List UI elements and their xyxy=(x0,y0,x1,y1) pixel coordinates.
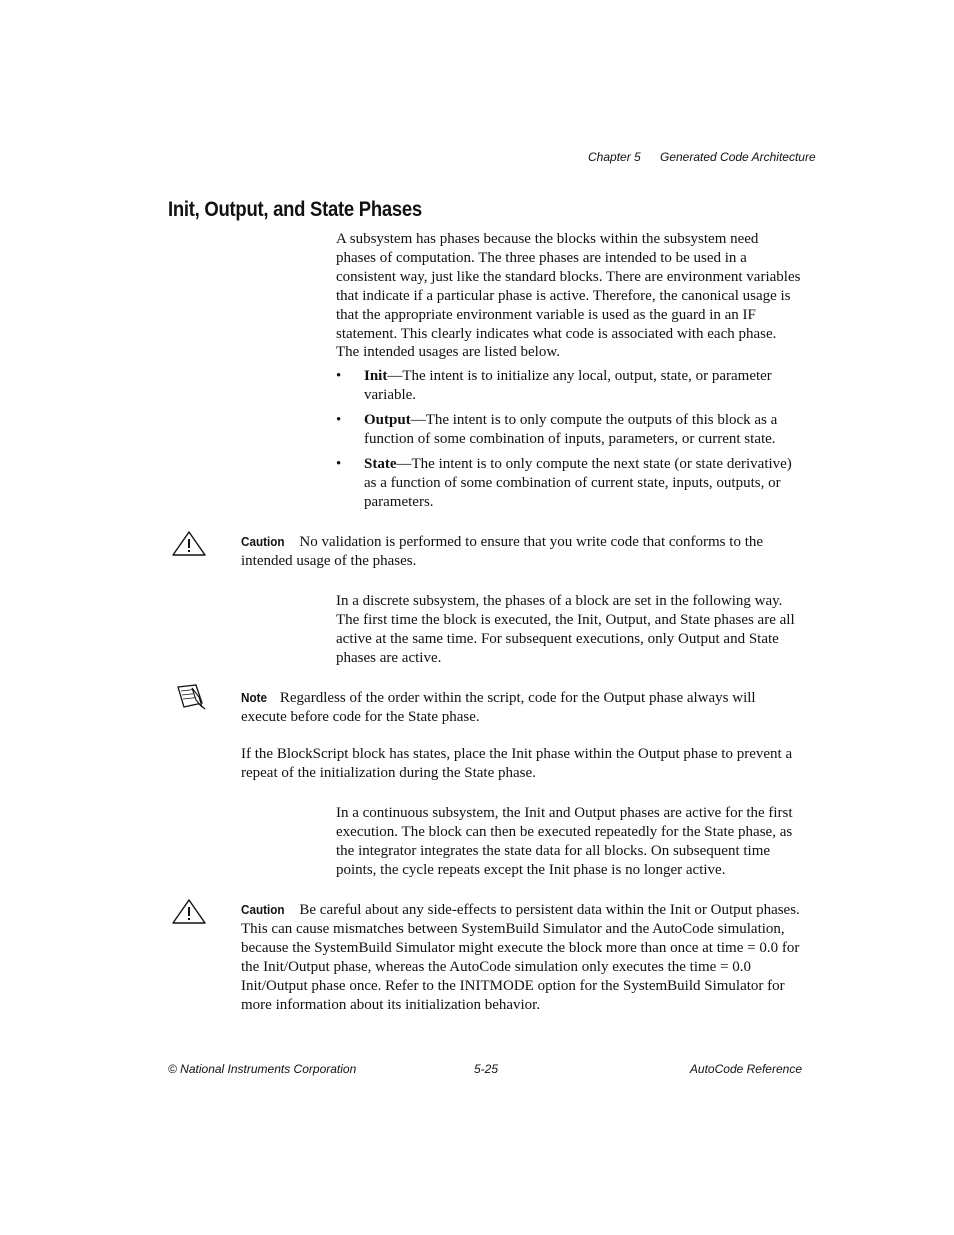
section-title: Init, Output, and State Phases xyxy=(168,198,422,221)
bullet-marker: • xyxy=(336,368,342,384)
caution-block xyxy=(241,901,802,1014)
bullet-term: Output xyxy=(364,412,411,428)
bullet-text: —The intent is to initialize any local, output, state, or parameter variable. xyxy=(364,368,772,403)
caution-text: No validation is performed to ensure that you write code that conforms to the intended usage of the phases. xyxy=(241,534,764,569)
footer-copyright: © National Instruments Corporation xyxy=(168,1062,357,1076)
caution-triangle-icon xyxy=(172,898,208,928)
footer-manual-title: AutoCode Reference xyxy=(689,1062,802,1076)
bullet-text: —The intent is to only compute the next state (or state derivative) as a function of some combination of current state, inputs, outputs, or parameters. xyxy=(364,456,792,510)
note-text: Regardless of the order within the script, code for the Output phase always will execute before code for the State phase. xyxy=(241,690,756,725)
caution-text: Be careful about any side-effects to persistent data within the Init or Output phases. This can cause mismatches between SystemBuild Simulator and the AutoCode simulation, because the SystemBuild Simulator might execute the block more than once at time = 0.0 for the Init/Output phase, whereas the AutoCode simulation only executes the time = 0.0 Init/Output phase once. Refer to the INITMODE option for the SystemBuild Simulator for more information about its initialization behavior. xyxy=(241,902,800,1013)
bullet-marker: • xyxy=(336,456,342,472)
note-paragraph: If the BlockScript block has states, place the Init phase within the Output phase to prevent a repeat of the initialization during the State phase. xyxy=(241,746,793,781)
bullet-text: —The intent is to only compute the outputs of this block as a function of some combination of inputs, parameters, or current state. xyxy=(364,412,778,447)
caution-block xyxy=(241,533,802,571)
caution-label: Caution xyxy=(241,902,285,917)
intro-paragraph: A subsystem has phases because the blocks within the subsystem need phases of computation. The three phases are intended to be used in a consistent way, just like the standard blocks. There are environment variables that indicate if a particular phase is active. Therefore, the canonical usage is that the appropriate environment variable is used as the guard in an IF statement. This clearly indicates what code is associated with each phase. The intended usages are listed below. xyxy=(336,231,801,361)
chapter-number: Chapter 5 xyxy=(588,150,641,164)
footer-page-number: 5-25 xyxy=(474,1062,499,1076)
bullet-term: State xyxy=(364,456,397,472)
note-pencil-icon xyxy=(172,683,208,713)
bullet-marker: • xyxy=(336,412,342,428)
note-label: Note xyxy=(241,690,268,705)
caution-label: Caution xyxy=(241,534,285,549)
discrete-paragraph: In a discrete subsystem, the phases of a block are set in the following way. The first time the block is executed, the Init, Output, and State phases are all active at the same time. For subsequent executions, only Output and State phases are active. xyxy=(336,593,795,666)
caution-triangle-icon xyxy=(172,530,208,560)
continuous-paragraph: In a continuous subsystem, the Init and Output phases are active for the first execution. The block can then be executed repeatedly for the State phase, as the integrator integrates the state data for all blocks. On subsequent time points, the cycle repeats except the Init phase is no longer active. xyxy=(336,805,793,878)
note-block xyxy=(241,689,802,727)
chapter-title: Generated Code Architecture xyxy=(660,150,816,164)
bullet-term: Init xyxy=(364,368,388,384)
